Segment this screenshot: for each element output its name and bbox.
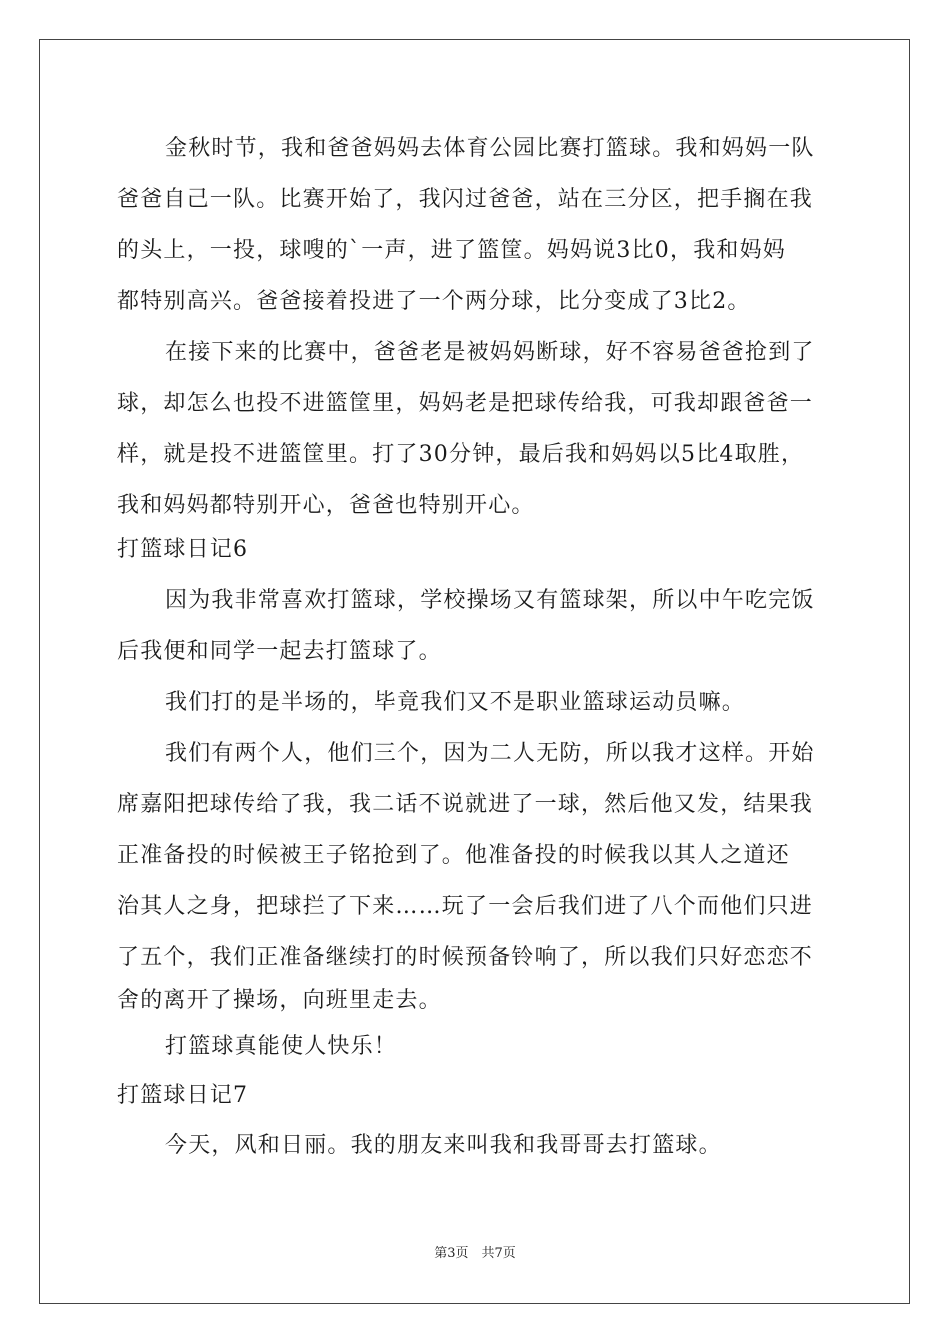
paragraph-line: 我们有两个人，他们三个，因为二人无防，所以我才这样。开始: [165, 741, 815, 766]
paragraph-line: 爸爸自己一队。比赛开始了，我闪过爸爸，站在三分区，把手搁在我: [117, 187, 814, 212]
section-heading: 打篮球日记7: [117, 1083, 249, 1108]
paragraph-line: 正准备投的时候被王子铭抢到了。他准备投的时候我以其人之道还: [117, 843, 790, 868]
paragraph-line: 打篮球真能使人快乐！: [165, 1034, 398, 1059]
paragraph-line: 我们打的是半场的，毕竟我们又不是职业篮球运动员嘛。: [165, 690, 746, 715]
paragraph-line: 舍的离开了操场，向班里走去。: [117, 988, 442, 1013]
section-heading: 打篮球日记6: [117, 537, 249, 562]
paragraph-line: 的头上，一投，球嗖的`一声，进了篮筐。妈妈说3比0，我和妈妈: [117, 238, 786, 263]
paragraph-line: 都特别高兴。爸爸接着投进了一个两分球，比分变成了3比2。: [117, 289, 751, 314]
paragraph-line: 治其人之身，把球拦了下来……玩了一会后我们进了八个而他们只进: [117, 894, 814, 919]
paragraph-line: 金秋时节，我和爸爸妈妈去体育公园比赛打篮球。我和妈妈一队: [165, 136, 815, 161]
paragraph-line: 因为我非常喜欢打篮球，学校操场又有篮球架，所以中午吃完饭: [165, 588, 815, 613]
paragraph-line: 在接下来的比赛中，爸爸老是被妈妈断球，好不容易爸爸抢到了: [165, 340, 815, 365]
paragraph-line: 我和妈妈都特别开心，爸爸也特别开心。: [117, 493, 535, 518]
paragraph-line: 后我便和同学一起去打篮球了。: [117, 639, 442, 664]
paragraph-line: 席嘉阳把球传给了我，我二话不说就进了一球，然后他又发，结果我: [117, 792, 814, 817]
page-footer: 第3页 共7页: [434, 1246, 516, 1261]
paragraph-line: 今天，风和日丽。我的朋友来叫我和我哥哥去打篮球。: [165, 1133, 722, 1158]
paragraph-line: 了五个，我们正准备继续打的时候预备铃响了，所以我们只好恋恋不: [117, 945, 814, 970]
paragraph-line: 球，却怎么也投不进篮筐里，妈妈老是把球传给我，可我却跟爸爸一: [117, 391, 814, 416]
page-frame: [39, 39, 910, 1304]
paragraph-line: 样，就是投不进篮筐里。打了30分钟，最后我和妈妈以5比4取胜，: [117, 442, 805, 467]
